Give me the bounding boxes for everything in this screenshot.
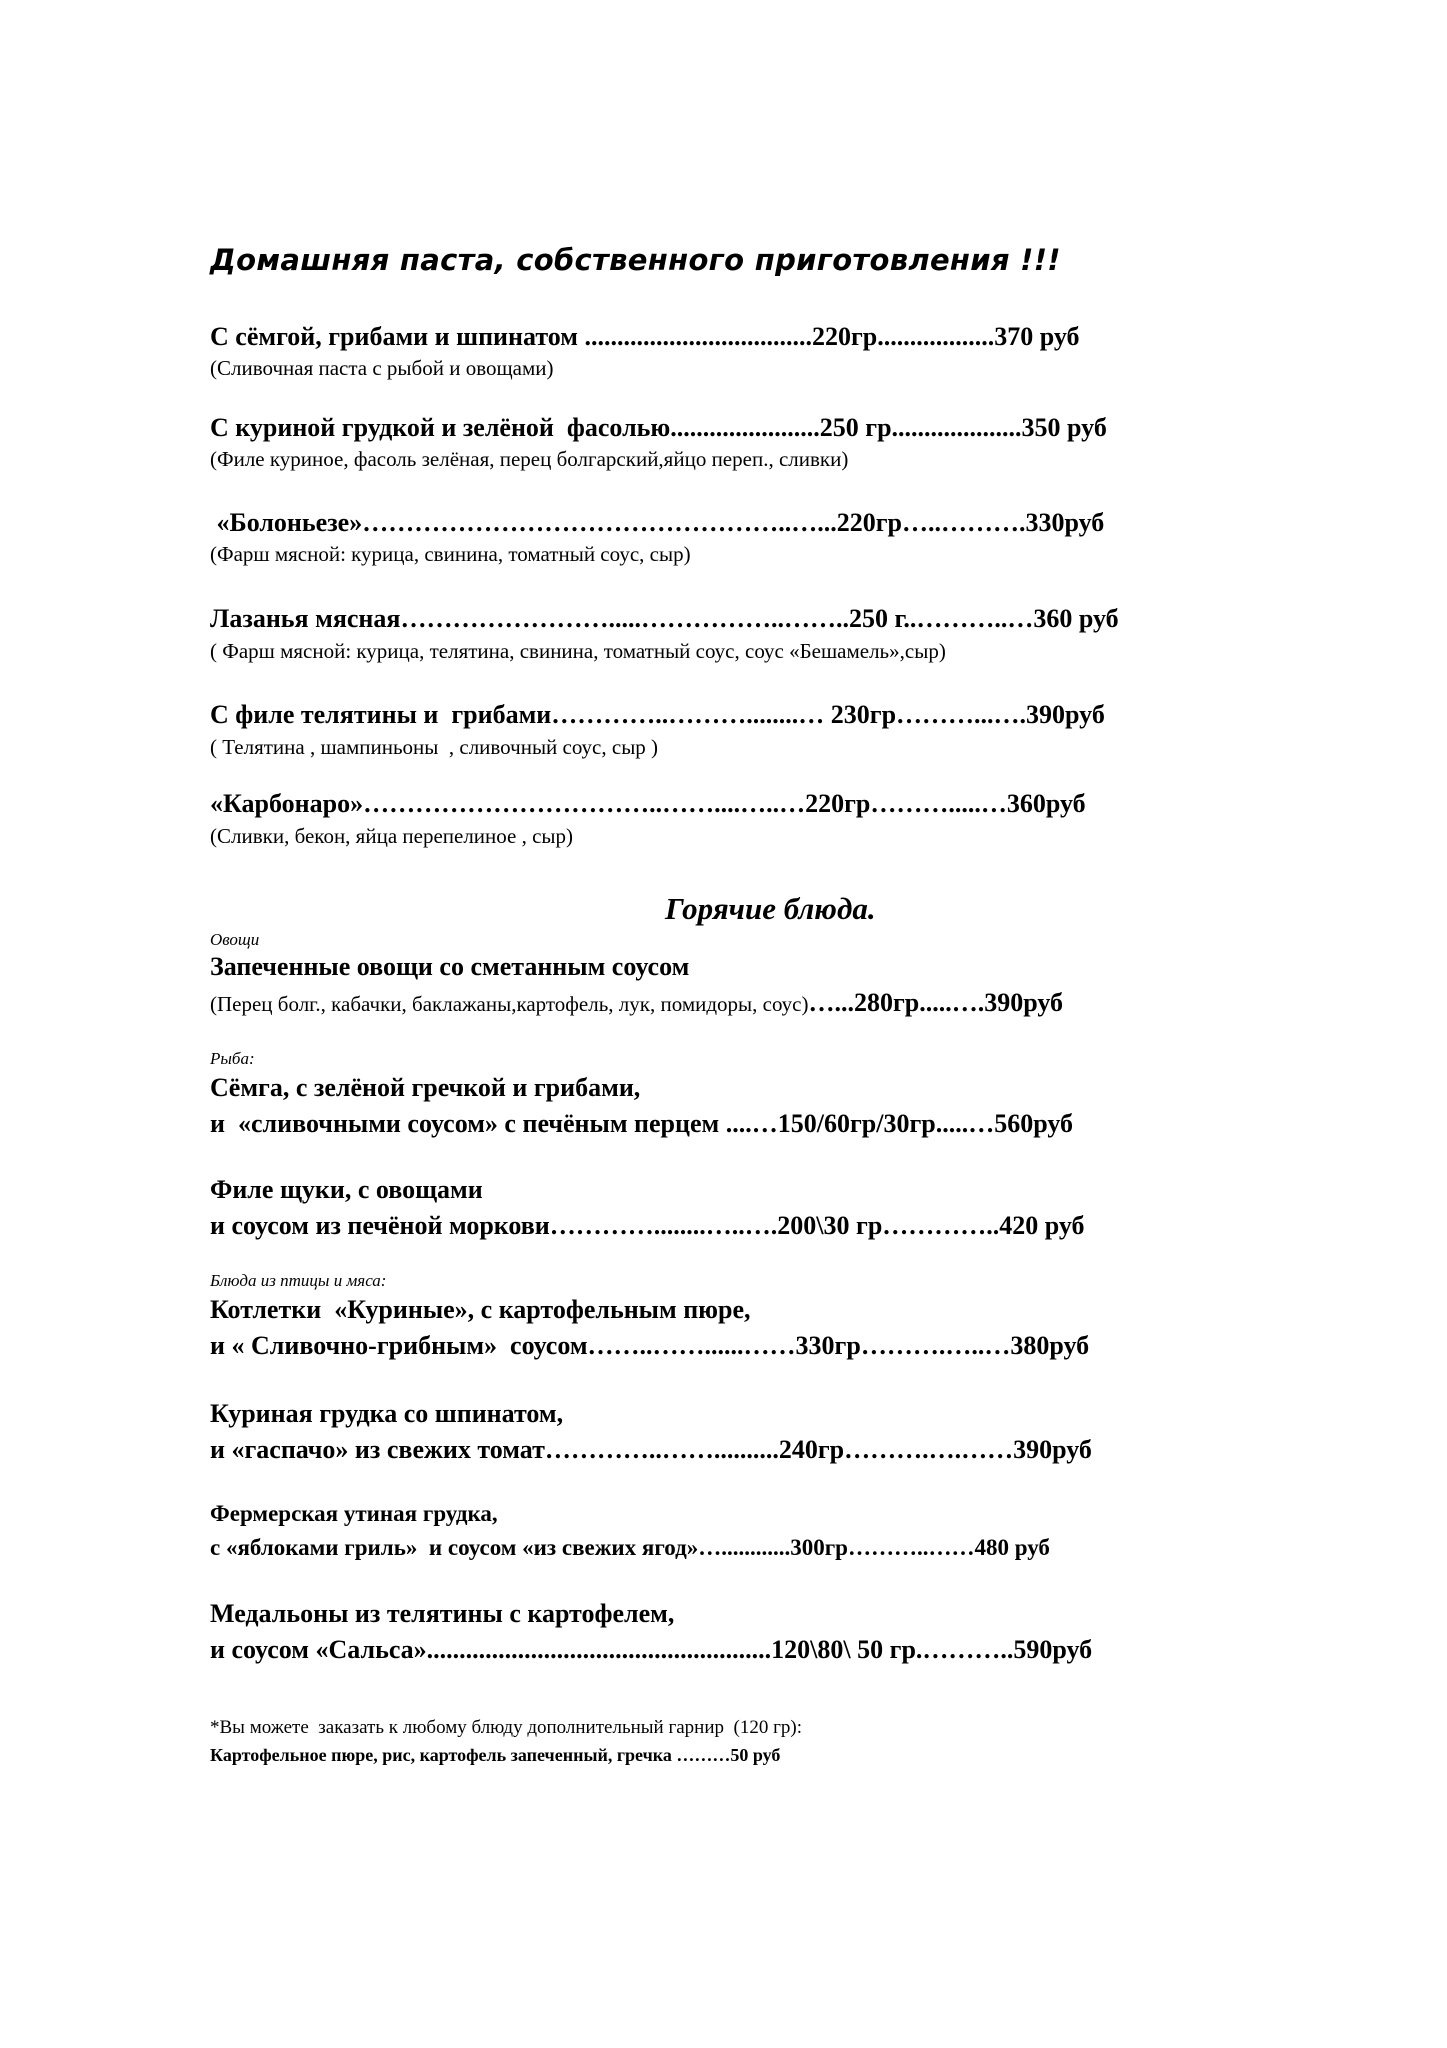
pasta-item-title: «Болоньезе»…………………………………………..…...220гр…..……….330руб: [210, 508, 1105, 537]
hot-dishes-heading: Горячие блюда.: [665, 891, 876, 926]
dish-title: Запеченные овощи со сметанным соусом: [210, 952, 690, 981]
dish-title: Медальоны из телятины с картофелем,: [210, 1599, 675, 1628]
dish-title: с «яблоками гриль» и соусом «из свежих ягод»…............300гр………..……480 руб: [210, 1535, 1050, 1560]
pasta-item-title: С куриной грудкой и зелёной фасолью.......................250 гр....................350 руб: [210, 413, 1107, 442]
pasta-item-title: С сёмгой, грибами и шпинатом ...................................220гр..................370 руб: [210, 322, 1080, 351]
dish-price: …...280гр.....….390руб: [808, 988, 1064, 1017]
category-label: Рыба:: [210, 1049, 255, 1068]
pasta-item-desc: ( Телятина , шампиньоны , сливочный соус, сыр ): [210, 735, 659, 759]
dish-title: Куриная грудка со шпинатом,: [210, 1399, 564, 1428]
dish-title: и «сливочными соусом» с печёным перцем ....…150/60гр/30гр.....…560руб: [210, 1109, 1073, 1138]
dish-title: и соусом «Сальса».....................................................120\80\ 50 гр.………..590руб: [210, 1635, 1093, 1664]
dish-desc: (Перец болг., кабачки, баклажаны,картофель, лук, помидоры, соус): [210, 992, 809, 1016]
pasta-item-title: Лазанья мясная…………………….....……………..……..250 г..………..…360 руб: [210, 604, 1119, 633]
dish-title: и соусом из печёной моркови…………........…..….200\30 гр…………..420 руб: [210, 1211, 1085, 1240]
footnote-garnish: Картофельное пюре, рис, картофель запеченный, гречка ………50 руб: [210, 1745, 781, 1765]
pasta-item-desc: (Сливочная паста с рыбой и овощами): [210, 356, 554, 380]
pasta-heading: Домашняя паста, собственного приготовления !!!: [210, 243, 1061, 277]
dish-title: Сёмга, с зелёной гречкой и грибами,: [210, 1073, 641, 1102]
pasta-item-desc: (Сливки, бекон, яйца перепелиное , сыр): [210, 824, 574, 848]
dish-title: Котлетки «Куриные», с картофельным пюре,: [210, 1295, 751, 1324]
category-label: Блюда из птицы и мяса:: [210, 1271, 387, 1290]
dish-desc-with-price: [210, 990, 1063, 1016]
footnote-line: *Вы можете заказать к любому блюду дополнительный гарнир (120 гр):: [210, 1717, 802, 1738]
dish-title: Филе щуки, с овощами: [210, 1175, 483, 1204]
pasta-item-desc: ( Фарш мясной: курица, телятина, свинина, томатный соус, соус «Бешамель»,сыр): [210, 639, 946, 663]
category-label: Овощи: [210, 930, 260, 949]
pasta-item-desc: (Фарш мясной: курица, свинина, томатный соус, сыр): [210, 542, 691, 566]
pasta-item-title: «Карбонаро»……………………………..……....…..…220гр……….....…360руб: [210, 789, 1086, 818]
pasta-item-desc: (Филе куриное, фасоль зелёная, перец болгарский,яйцо переп., сливки): [210, 447, 849, 471]
dish-title: и «гаспачо» из свежих томат…………..……..........240гр……….….……390руб: [210, 1435, 1092, 1464]
pasta-item-title: С филе телятины и грибами…………..………........… 230гр………...….390руб: [210, 700, 1105, 729]
dish-title: Фермерская утиная грудка,: [210, 1501, 498, 1526]
dish-title: и « Сливочно-грибным» соусом……..……......……330гр……….…..…380руб: [210, 1331, 1090, 1360]
